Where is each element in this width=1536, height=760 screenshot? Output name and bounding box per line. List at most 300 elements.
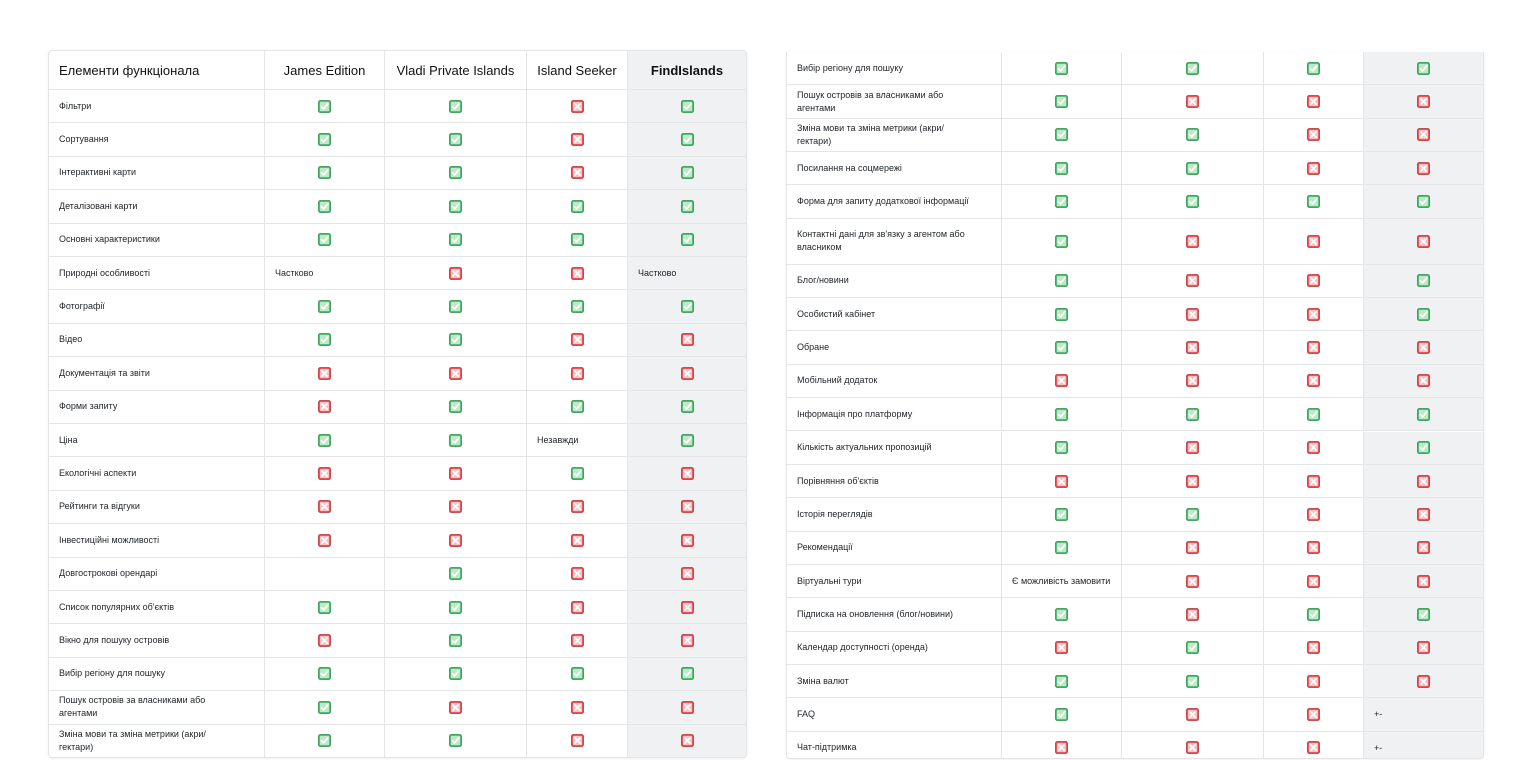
checkbox-check-icon bbox=[1055, 62, 1068, 75]
cell-supported bbox=[1122, 185, 1264, 218]
cell-supported bbox=[1122, 52, 1264, 85]
cell-supported bbox=[628, 290, 746, 323]
cell-supported bbox=[1002, 532, 1122, 565]
cell-unsupported bbox=[1264, 632, 1364, 665]
row-label bbox=[787, 532, 1002, 565]
cell-unsupported bbox=[1264, 498, 1364, 531]
cell-supported bbox=[628, 123, 746, 156]
checkbox-cross-icon bbox=[681, 467, 694, 480]
checkbox-cross-icon bbox=[1307, 162, 1320, 175]
checkbox-cross-icon bbox=[1307, 308, 1320, 321]
cell-unsupported bbox=[1364, 498, 1483, 531]
checkbox-check-icon bbox=[1186, 675, 1199, 688]
row-label bbox=[49, 290, 265, 323]
cell-unsupported bbox=[527, 725, 628, 758]
cell-unsupported bbox=[1264, 85, 1364, 118]
checkbox-cross-icon bbox=[571, 333, 584, 346]
checkbox-cross-icon bbox=[571, 701, 584, 714]
cell-unsupported bbox=[527, 558, 628, 591]
cell-supported bbox=[1002, 265, 1122, 298]
checkbox-cross-icon bbox=[1417, 128, 1430, 141]
column-header-platform bbox=[527, 51, 628, 90]
row-label bbox=[49, 591, 265, 624]
cell-unsupported bbox=[1264, 265, 1364, 298]
cell-supported bbox=[265, 324, 385, 357]
cell-unsupported bbox=[1364, 532, 1483, 565]
cell-unsupported bbox=[527, 157, 628, 190]
row-label bbox=[49, 257, 265, 290]
checkbox-check-icon bbox=[1055, 341, 1068, 354]
cell-supported bbox=[1002, 119, 1122, 152]
checkbox-cross-icon bbox=[1055, 641, 1068, 654]
cell-text: Деталізовані карти bbox=[59, 200, 138, 211]
cell-unsupported bbox=[527, 324, 628, 357]
checkbox-check-icon bbox=[449, 734, 462, 747]
checkbox-check-icon bbox=[449, 601, 462, 614]
row-label bbox=[787, 52, 1002, 85]
cell-note bbox=[1002, 565, 1122, 598]
checkbox-check-icon bbox=[681, 233, 694, 246]
cell-unsupported bbox=[1264, 298, 1364, 331]
cell-unsupported bbox=[628, 624, 746, 657]
cell-supported bbox=[1002, 598, 1122, 631]
cell-unsupported bbox=[265, 491, 385, 524]
row-label bbox=[49, 157, 265, 190]
checkbox-cross-icon bbox=[681, 601, 694, 614]
checkbox-check-icon bbox=[449, 333, 462, 346]
row-label bbox=[787, 219, 1002, 265]
comparison-table-right bbox=[786, 52, 1484, 759]
cell-unsupported bbox=[1264, 698, 1364, 731]
cell-unsupported bbox=[1264, 119, 1364, 152]
cell-unsupported bbox=[1122, 265, 1264, 298]
checkbox-cross-icon bbox=[681, 500, 694, 513]
checkbox-check-icon bbox=[1417, 195, 1430, 208]
checkbox-check-icon bbox=[1055, 675, 1068, 688]
checkbox-cross-icon bbox=[1417, 541, 1430, 554]
checkbox-check-icon bbox=[318, 701, 331, 714]
checkbox-check-icon bbox=[681, 166, 694, 179]
row-label bbox=[787, 698, 1002, 731]
cell-supported bbox=[1002, 298, 1122, 331]
row-label bbox=[787, 331, 1002, 364]
checkbox-cross-icon bbox=[1186, 575, 1199, 588]
checkbox-check-icon bbox=[1307, 195, 1320, 208]
checkbox-cross-icon bbox=[1307, 128, 1320, 141]
checkbox-cross-icon bbox=[318, 400, 331, 413]
cell-unsupported bbox=[1264, 432, 1364, 465]
cell-supported bbox=[385, 624, 527, 657]
cell-supported bbox=[1002, 498, 1122, 531]
checkbox-check-icon bbox=[1417, 408, 1430, 421]
cell-unsupported bbox=[527, 591, 628, 624]
row-label bbox=[49, 357, 265, 390]
cell-unsupported bbox=[628, 725, 746, 758]
cell-unsupported bbox=[527, 357, 628, 390]
checkbox-check-icon bbox=[1186, 641, 1199, 654]
cell-text: Посилання на соцмережі bbox=[797, 162, 902, 173]
cell-supported bbox=[1002, 85, 1122, 118]
checkbox-check-icon bbox=[1055, 708, 1068, 721]
checkbox-check-icon bbox=[1186, 162, 1199, 175]
row-label bbox=[787, 732, 1002, 759]
checkbox-cross-icon bbox=[1417, 575, 1430, 588]
cell-supported bbox=[1002, 398, 1122, 431]
cell-supported bbox=[265, 123, 385, 156]
checkbox-check-icon bbox=[318, 166, 331, 179]
cell-note bbox=[1364, 732, 1483, 759]
checkbox-check-icon bbox=[571, 667, 584, 680]
cell-supported bbox=[265, 591, 385, 624]
cell-text: Інформація про платформу bbox=[797, 408, 913, 419]
cell-supported bbox=[1264, 398, 1364, 431]
cell-unsupported bbox=[628, 457, 746, 490]
cell-unsupported bbox=[1002, 732, 1122, 759]
checkbox-check-icon bbox=[1055, 308, 1068, 321]
checkbox-check-icon bbox=[318, 601, 331, 614]
cell-supported bbox=[385, 324, 527, 357]
row-label bbox=[49, 90, 265, 123]
checkbox-check-icon bbox=[449, 100, 462, 113]
checkbox-check-icon bbox=[1055, 408, 1068, 421]
cell-text: Історія переглядів bbox=[797, 508, 873, 519]
cell-unsupported bbox=[527, 123, 628, 156]
cell-text: Форма для запиту додаткової інформації bbox=[797, 196, 969, 207]
checkbox-cross-icon bbox=[571, 634, 584, 647]
checkbox-check-icon bbox=[1055, 195, 1068, 208]
row-label bbox=[49, 424, 265, 457]
cell-supported bbox=[1122, 152, 1264, 185]
cell-supported bbox=[265, 691, 385, 724]
checkbox-cross-icon bbox=[1186, 608, 1199, 621]
checkbox-cross-icon bbox=[1307, 341, 1320, 354]
checkbox-check-icon bbox=[449, 200, 462, 213]
cell-supported bbox=[385, 123, 527, 156]
cell-text: Вікно для пошуку островів bbox=[59, 635, 170, 646]
cell-unsupported bbox=[1264, 152, 1364, 185]
checkbox-check-icon bbox=[1307, 408, 1320, 421]
cell-text: +- bbox=[1374, 742, 1383, 753]
cell-unsupported bbox=[265, 457, 385, 490]
cell-unsupported bbox=[1122, 465, 1264, 498]
checkbox-cross-icon bbox=[571, 601, 584, 614]
cell-supported bbox=[265, 725, 385, 758]
checkbox-check-icon bbox=[681, 100, 694, 113]
checkbox-cross-icon bbox=[318, 534, 331, 547]
row-label bbox=[787, 398, 1002, 431]
cell-text: Фільтри bbox=[59, 100, 92, 111]
cell-unsupported bbox=[628, 591, 746, 624]
cell-unsupported bbox=[1364, 152, 1483, 185]
checkbox-cross-icon bbox=[681, 534, 694, 547]
checkbox-check-icon bbox=[571, 233, 584, 246]
row-label bbox=[787, 632, 1002, 665]
checkbox-check-icon bbox=[1186, 195, 1199, 208]
checkbox-check-icon bbox=[1417, 274, 1430, 287]
checkbox-cross-icon bbox=[571, 100, 584, 113]
cell-note bbox=[265, 558, 385, 591]
cell-supported bbox=[1122, 119, 1264, 152]
cell-text: Природні особливості bbox=[59, 267, 150, 278]
checkbox-check-icon bbox=[1055, 128, 1068, 141]
checkbox-check-icon bbox=[318, 233, 331, 246]
checkbox-check-icon bbox=[449, 667, 462, 680]
checkbox-cross-icon bbox=[1186, 308, 1199, 321]
cell-unsupported bbox=[265, 524, 385, 557]
cell-text: Мобільний додаток bbox=[797, 375, 878, 386]
checkbox-check-icon bbox=[318, 734, 331, 747]
cell-unsupported bbox=[1002, 365, 1122, 398]
cell-unsupported bbox=[1364, 85, 1483, 118]
row-label bbox=[787, 152, 1002, 185]
cell-supported bbox=[1364, 298, 1483, 331]
checkbox-cross-icon bbox=[1417, 341, 1430, 354]
checkbox-cross-icon bbox=[571, 734, 584, 747]
cell-unsupported bbox=[265, 624, 385, 657]
checkbox-check-icon bbox=[571, 467, 584, 480]
row-label bbox=[49, 391, 265, 424]
row-label bbox=[787, 565, 1002, 598]
cell-unsupported bbox=[1364, 365, 1483, 398]
cell-unsupported bbox=[1122, 85, 1264, 118]
column-header-platform bbox=[385, 51, 527, 90]
checkbox-check-icon bbox=[1055, 274, 1068, 287]
checkbox-cross-icon bbox=[1307, 575, 1320, 588]
cell-text: Блог/новини bbox=[797, 275, 849, 286]
checkbox-cross-icon bbox=[1417, 508, 1430, 521]
checkbox-cross-icon bbox=[681, 734, 694, 747]
cell-unsupported bbox=[1122, 298, 1264, 331]
checkbox-check-icon bbox=[1417, 608, 1430, 621]
cell-supported bbox=[628, 424, 746, 457]
cell-text: Календар доступності (оренда) bbox=[797, 642, 928, 653]
checkbox-cross-icon bbox=[318, 467, 331, 480]
cell-supported bbox=[1364, 185, 1483, 218]
cell-text: Екологічні аспекти bbox=[59, 468, 137, 479]
checkbox-check-icon bbox=[681, 200, 694, 213]
checkbox-cross-icon bbox=[1186, 374, 1199, 387]
cell-supported bbox=[628, 90, 746, 123]
cell-unsupported bbox=[1264, 331, 1364, 364]
cell-supported bbox=[385, 591, 527, 624]
checkbox-cross-icon bbox=[1186, 708, 1199, 721]
row-label bbox=[787, 85, 1002, 118]
row-label bbox=[787, 598, 1002, 631]
checkbox-check-icon bbox=[1186, 508, 1199, 521]
cell-unsupported bbox=[1264, 532, 1364, 565]
checkbox-check-icon bbox=[681, 133, 694, 146]
cell-unsupported bbox=[527, 624, 628, 657]
checkbox-cross-icon bbox=[1307, 235, 1320, 248]
cell-text: Зміна валют bbox=[797, 675, 849, 686]
cell-supported bbox=[527, 457, 628, 490]
cell-text: James Edition bbox=[283, 62, 366, 78]
cell-supported bbox=[527, 391, 628, 424]
checkbox-check-icon bbox=[449, 567, 462, 580]
cell-text: Пошук островів за власниками або агентами bbox=[59, 695, 206, 719]
checkbox-cross-icon bbox=[449, 367, 462, 380]
row-label bbox=[787, 298, 1002, 331]
checkbox-cross-icon bbox=[1307, 741, 1320, 754]
cell-supported bbox=[628, 391, 746, 424]
row-label bbox=[49, 558, 265, 591]
checkbox-cross-icon bbox=[1417, 641, 1430, 654]
cell-unsupported bbox=[1364, 565, 1483, 598]
checkbox-check-icon bbox=[1186, 62, 1199, 75]
cell-supported bbox=[385, 190, 527, 223]
checkbox-check-icon bbox=[1055, 235, 1068, 248]
cell-supported bbox=[628, 224, 746, 257]
checkbox-cross-icon bbox=[1307, 708, 1320, 721]
checkbox-check-icon bbox=[571, 400, 584, 413]
checkbox-check-icon bbox=[318, 300, 331, 313]
cell-supported bbox=[1364, 598, 1483, 631]
cell-text: Віртуальні тури bbox=[797, 575, 862, 586]
cell-unsupported bbox=[1364, 665, 1483, 698]
cell-supported bbox=[1002, 331, 1122, 364]
checkbox-check-icon bbox=[1417, 441, 1430, 454]
cell-unsupported bbox=[527, 524, 628, 557]
cell-supported bbox=[385, 157, 527, 190]
checkbox-cross-icon bbox=[449, 500, 462, 513]
checkbox-cross-icon bbox=[1186, 441, 1199, 454]
checkbox-cross-icon bbox=[681, 634, 694, 647]
row-label bbox=[787, 119, 1002, 152]
checkbox-check-icon bbox=[1055, 608, 1068, 621]
cell-supported bbox=[527, 290, 628, 323]
cell-supported bbox=[1364, 265, 1483, 298]
cell-unsupported bbox=[1264, 219, 1364, 265]
cell-supported bbox=[265, 90, 385, 123]
cell-unsupported bbox=[265, 391, 385, 424]
cell-unsupported bbox=[1002, 465, 1122, 498]
row-label bbox=[49, 524, 265, 557]
checkbox-cross-icon bbox=[1307, 475, 1320, 488]
cell-unsupported bbox=[628, 558, 746, 591]
cell-text: Відео bbox=[59, 334, 83, 345]
cell-supported bbox=[385, 224, 527, 257]
cell-supported bbox=[385, 90, 527, 123]
checkbox-cross-icon bbox=[449, 267, 462, 280]
checkbox-cross-icon bbox=[1186, 235, 1199, 248]
checkbox-check-icon bbox=[571, 300, 584, 313]
cell-supported bbox=[265, 424, 385, 457]
cell-note bbox=[265, 257, 385, 290]
cell-supported bbox=[1002, 152, 1122, 185]
checkbox-check-icon bbox=[1186, 128, 1199, 141]
checkbox-cross-icon bbox=[1186, 475, 1199, 488]
checkbox-cross-icon bbox=[1307, 95, 1320, 108]
checkbox-cross-icon bbox=[681, 367, 694, 380]
checkbox-cross-icon bbox=[1417, 374, 1430, 387]
cell-supported bbox=[1122, 398, 1264, 431]
cell-supported bbox=[1002, 665, 1122, 698]
checkbox-check-icon bbox=[1307, 62, 1320, 75]
checkbox-cross-icon bbox=[571, 567, 584, 580]
cell-supported bbox=[1122, 632, 1264, 665]
checkbox-cross-icon bbox=[1307, 441, 1320, 454]
cell-supported bbox=[385, 725, 527, 758]
checkbox-cross-icon bbox=[449, 467, 462, 480]
checkbox-check-icon bbox=[681, 434, 694, 447]
cell-supported bbox=[265, 157, 385, 190]
checkbox-cross-icon bbox=[1417, 95, 1430, 108]
cell-unsupported bbox=[385, 357, 527, 390]
checkbox-cross-icon bbox=[1055, 475, 1068, 488]
row-label bbox=[787, 665, 1002, 698]
checkbox-check-icon bbox=[1055, 508, 1068, 521]
checkbox-cross-icon bbox=[449, 534, 462, 547]
cell-text: Довгострокові орендарі bbox=[59, 568, 158, 579]
cell-supported bbox=[1264, 185, 1364, 218]
checkbox-check-icon bbox=[571, 200, 584, 213]
cell-unsupported bbox=[1122, 698, 1264, 731]
checkbox-check-icon bbox=[1417, 62, 1430, 75]
row-label bbox=[787, 465, 1002, 498]
cell-unsupported bbox=[1122, 432, 1264, 465]
cell-unsupported bbox=[1122, 565, 1264, 598]
checkbox-cross-icon bbox=[1307, 541, 1320, 554]
checkbox-check-icon bbox=[449, 166, 462, 179]
cell-supported bbox=[527, 190, 628, 223]
checkbox-check-icon bbox=[1186, 408, 1199, 421]
column-header-feature bbox=[49, 51, 265, 90]
row-label bbox=[787, 498, 1002, 531]
cell-unsupported bbox=[1122, 732, 1264, 759]
cell-supported bbox=[1264, 598, 1364, 631]
cell-text: Особистий кабінет bbox=[797, 308, 876, 319]
cell-supported bbox=[628, 190, 746, 223]
checkbox-cross-icon bbox=[1186, 341, 1199, 354]
cell-supported bbox=[1122, 498, 1264, 531]
checkbox-cross-icon bbox=[1307, 508, 1320, 521]
cell-supported bbox=[1002, 698, 1122, 731]
cell-text: Vladi Private Islands bbox=[396, 62, 515, 78]
cell-text: Основні характеристики bbox=[59, 234, 160, 245]
cell-unsupported bbox=[1264, 365, 1364, 398]
cell-unsupported bbox=[1264, 465, 1364, 498]
checkbox-check-icon bbox=[318, 200, 331, 213]
cell-unsupported bbox=[1122, 365, 1264, 398]
cell-text: Чат-підтримка bbox=[797, 742, 857, 753]
checkbox-cross-icon bbox=[571, 367, 584, 380]
checkbox-cross-icon bbox=[318, 500, 331, 513]
cell-unsupported bbox=[527, 257, 628, 290]
cell-unsupported bbox=[1364, 119, 1483, 152]
checkbox-check-icon bbox=[318, 100, 331, 113]
cell-text: Обране bbox=[797, 342, 830, 353]
checkbox-cross-icon bbox=[1307, 675, 1320, 688]
cell-supported bbox=[1264, 52, 1364, 85]
cell-note bbox=[628, 257, 746, 290]
cell-unsupported bbox=[1264, 732, 1364, 759]
checkbox-cross-icon bbox=[1417, 162, 1430, 175]
checkbox-cross-icon bbox=[1055, 374, 1068, 387]
checkbox-cross-icon bbox=[681, 333, 694, 346]
checkbox-check-icon bbox=[1055, 541, 1068, 554]
checkbox-check-icon bbox=[318, 434, 331, 447]
cell-supported bbox=[265, 190, 385, 223]
cell-unsupported bbox=[1364, 331, 1483, 364]
column-header-platform bbox=[628, 51, 746, 90]
checkbox-cross-icon bbox=[571, 166, 584, 179]
cell-supported bbox=[1364, 52, 1483, 85]
cell-unsupported bbox=[1364, 632, 1483, 665]
cell-unsupported bbox=[1364, 465, 1483, 498]
checkbox-check-icon bbox=[318, 333, 331, 346]
cell-unsupported bbox=[385, 457, 527, 490]
checkbox-check-icon bbox=[449, 634, 462, 647]
